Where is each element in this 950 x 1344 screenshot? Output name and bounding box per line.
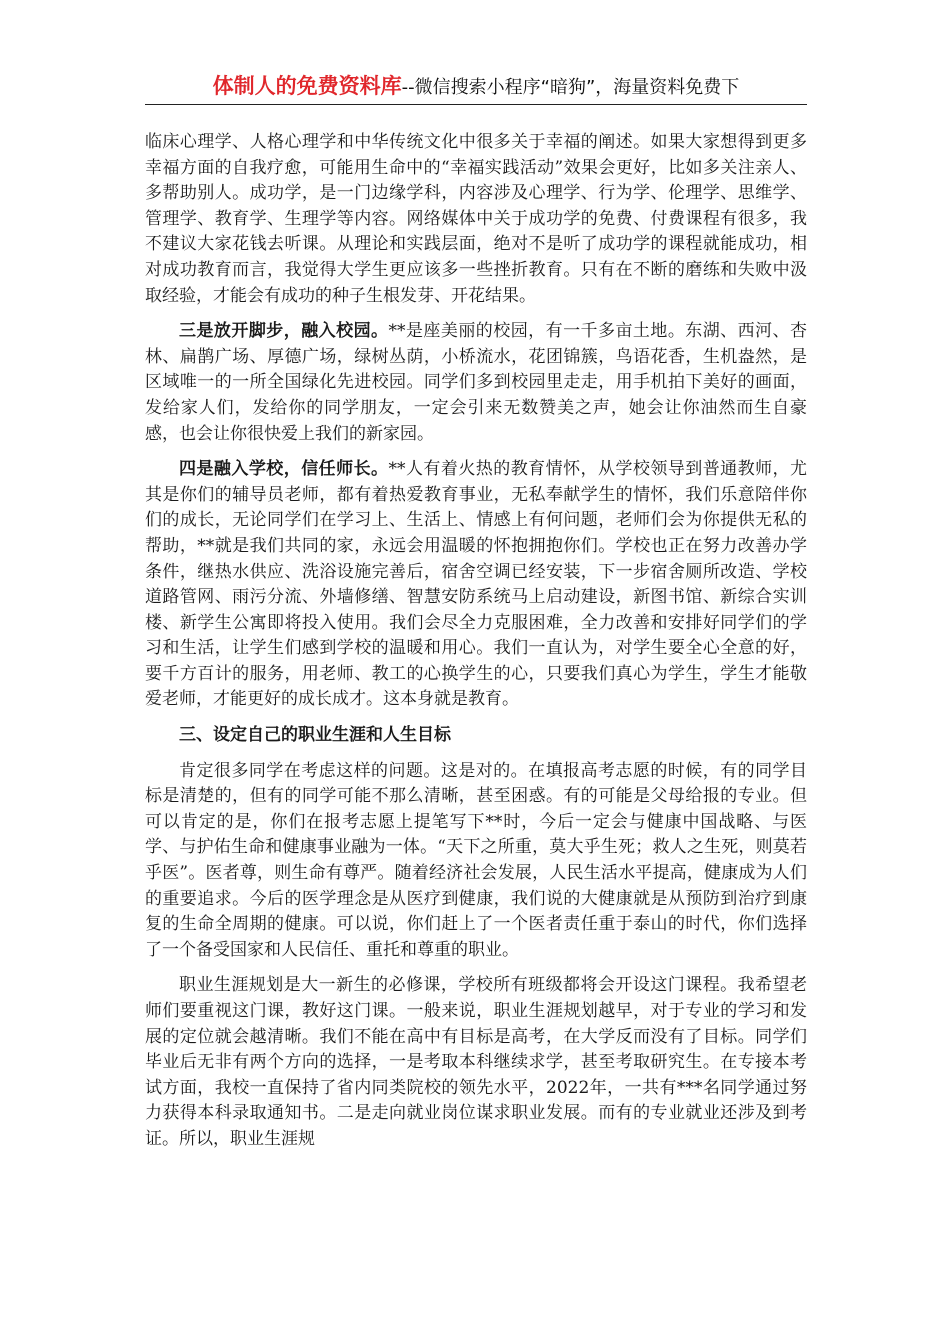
paragraph-5: 职业生涯规划是大一新生的必修课，学校所有班级都将会开设这门课程。我希望老师们要重视这门课，教好这门课。一般来说，职业生涯规划越早，对于专业的学习和发展的定位就会越清晰。我们不能在高中有目标是高考，在大学反而没有了目标。同学们毕业后无非有两个方向的选择，一是考取本科继续求学，甚至考取研究生。在专接本考试方面，我校一直保持了省内同类院校的领先水平，2022年，一共有***名同学通过努力获得本科录取通知书。二是走向就业岗位谋求职业发展。而有的专业就业还涉及到考证。所以，职业生涯规: [145, 975, 807, 1149]
paragraph-2-lead: 三是放开脚步，融入校园。: [179, 321, 389, 342]
paragraph-3-text: **人有着火热的教育情怀，从学校领导到普通教师，尤其是你们的辅导员老师，都有着热爱教育事业，无私奉献学生的情怀，我们乐意陪伴你们的成长，无论同学们在学习上、生活上、情感上有何问题，老师们会为你提供无私的帮助，**就是我们共同的家，永远会用温暖的怀抱拥抱你们。学校也正在努力改善办学条件，继热水供应、洗浴设施完善后，宿舍空调已经安装，下一步宿舍厕所改造、学校道路管网、雨污分流、外墙修缮、智慧安防系统马上启动建设，新图书馆、新综合实训楼、新学生公寓即将投入使用。我们会尽全力克服困难，全力改善和安排好同学们的学习和生活，让学生们感到学校的温暖和用心。我们一直认为，对学生要全心全意的好，要千方百计的服务，用老师、教工的心换学生的心，只要我们真心为学生，学生才能敬爱老师，才能更好的成长成才。这本身就是教育。: [145, 459, 808, 710]
paragraph-1: 临床心理学、人格心理学和中华传统文化中很多关于幸福的阐述。如果大家想得到更多幸福方面的自我疗愈，可能用生命中的“幸福实践活动”效果会更好，比如多关注亲人、多帮助别人。成功学，是一门边缘学科，内容涉及心理学、行为学、伦理学、思维学、管理学、教育学、生理学等内容。网络媒体中关于成功学的免费、付费课程有很多，我不建议大家花钱去听课。从理论和实践层面，绝对不是听了成功学的课程就能成功，相对成功教育而言，我觉得大学生更应该多一些挫折教育。只有在不断的磨练和失败中汲取经验，才能会有成功的种子生根发芽、开花结果。: [145, 132, 807, 306]
paragraph-3: [145, 457, 807, 713]
paragraph-3-lead: 四是融入学校，信任师长。: [179, 459, 389, 480]
paragraph-2-text: **是座美丽的校园，有一千多亩土地。东湖、西河、杏林、扁鹊广场、厚德广场，绿树丛荫，小桥流水，花团锦簇，鸟语花香，生机盎然，是区域唯一的一所全国绿化先进校园。同学们多到校园里走走，用手机拍下美好的画面，发给家人们，发给你的同学朋友，一定会引来无数赞美之声，她会让你油然而生自豪感，也会让你很快爱上我们的新家园。: [145, 321, 808, 444]
paragraph-4: 肯定很多同学在考虑这样的问题。这是对的。在填报高考志愿的时候，有的同学目标是清楚的，但有的同学可能不那么清晰，甚至困惑。有的可能是父母给报的专业。但可以肯定的是，你们在报考志愿上提笔写下**时，今后一定会与健康中国战略、与医学、与护佑生命和健康事业融为一体。“天下之所重，莫大乎生死；救人之生死，则莫若乎医”。医者尊，则生命有尊严。随着经济社会发展，人民生活水平提高，健康成为人们的重要追求。今后的医学理念是从医疗到健康，我们说的大健康就是从预防到治疗到康复的生命全周期的健康。可以说，你们赶上了一个医者责任重于泰山的时代，你们选择了一个备受国家和人民信任、重托和尊重的职业。: [145, 760, 807, 960]
header-tagline: --微信搜索小程序“暗狗”，海量资料免费下: [401, 77, 740, 98]
paragraph-2: [145, 319, 807, 447]
page-header: [145, 70, 807, 105]
document-body: [145, 130, 807, 1163]
header-brand: 体制人的免费资料库: [212, 74, 402, 98]
section-heading-3: 三、设定自己的职业生涯和人生目标: [179, 725, 451, 746]
